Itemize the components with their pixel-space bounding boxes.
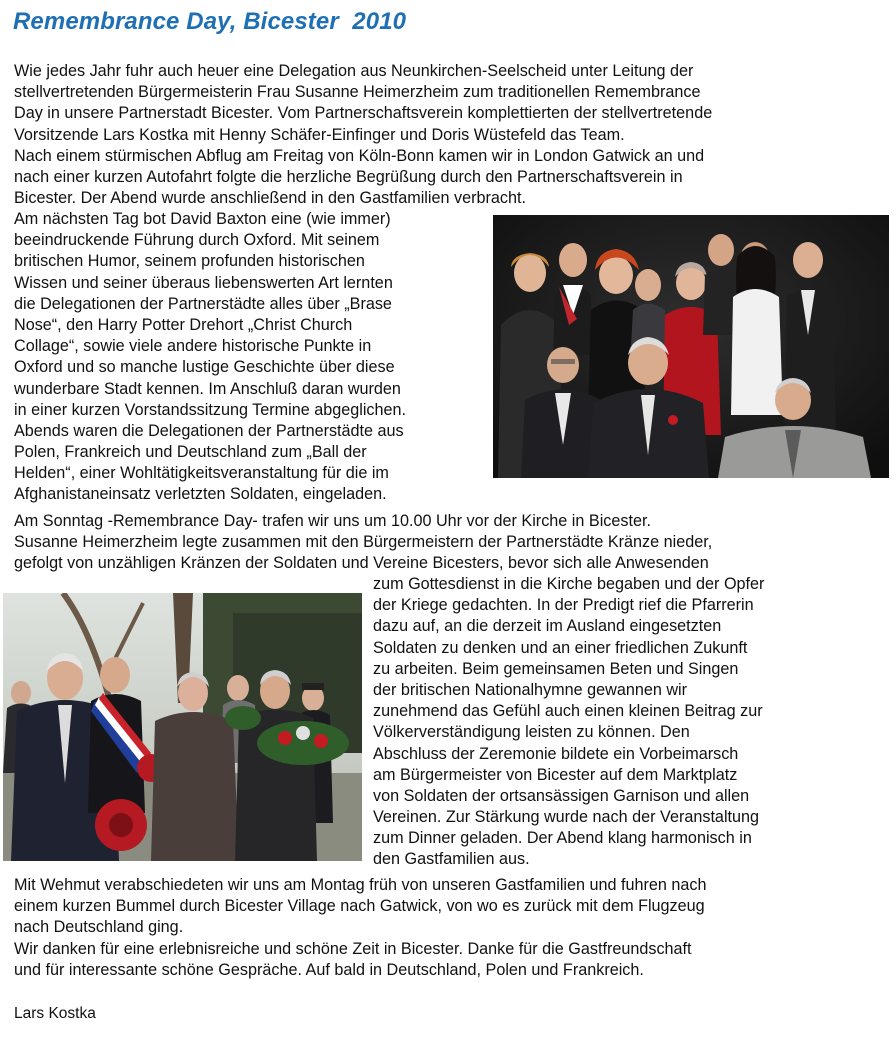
text-line: zu arbeiten. Beim gemeinsamen Beten und Singen <box>373 659 739 678</box>
farewell-paragraph <box>14 875 707 981</box>
text-line: der Kriege gedachten. In der Predigt rief die Pfarrerin <box>373 596 754 615</box>
text-line: zum Dinner geladen. Der Abend klang harmonisch in <box>373 829 752 848</box>
signature: Lars Kostka <box>14 1005 96 1022</box>
service-paragraph <box>373 574 764 871</box>
page-title: Remembrance Day, Bicester 2010 <box>13 8 407 35</box>
text-line: britischen Humor, seinem profunden historischen <box>14 252 365 271</box>
text-line: nach einer kurzen Autofahrt folgte die herzliche Begrüßung durch den Partnerschaftsverein in <box>14 167 683 186</box>
text-line: zunehmend das Gefühl auch einen kleinen Beitrag zur <box>373 702 763 721</box>
text-line: Collage“, sowie viele andere historische Punkte in <box>14 337 372 356</box>
text-line: Day in unsere Partnerstadt Bicester. Vom Partnerschaftsverein komplettierten der stellvertretende <box>14 104 713 123</box>
text-line: Bicester. Der Abend wurde anschließend in den Gastfamilien verbracht. <box>14 189 526 208</box>
text-line: dazu auf, an die derzeit im Ausland eingesetzten <box>373 617 722 636</box>
text-line: beeindruckende Führung durch Oxford. Mit seinem <box>14 231 380 250</box>
text-line: einem kurzen Bummel durch Bicester Village nach Gatwick, von wo es zurück mit dem Flugzeug <box>14 897 705 916</box>
text-line: den Gastfamilien aus. <box>373 850 530 869</box>
text-line: Am Sonntag -Remembrance Day- trafen wir uns um 10.00 Uhr vor der Kirche in Bicester. <box>14 512 651 530</box>
oxford-paragraph <box>14 209 406 506</box>
text-line: Susanne Heimerzheim legte zusammen mit den Bürgermeistern der Partnerstädte Kränze nieder, <box>14 533 713 552</box>
text-line: stellvertretenden Bürgermeisterin Frau Susanne Heimerzheim zum traditionellen Remembrance <box>14 83 701 102</box>
text-line: von Soldaten der ortsansässigen Garnison und allen <box>373 786 750 805</box>
text-line: Wie jedes Jahr fuhr auch heuer eine Delegation aus Neunkirchen-Seelscheid unter Leitung der <box>14 62 694 80</box>
text-line: Nose“, den Harry Potter Drehort „Christ Church <box>14 315 353 334</box>
text-line: Völkerverständigung leisten zu können. Den <box>373 723 690 742</box>
text-line: Mit Wehmut verabschiedeten wir uns am Montag früh von unseren Gastfamilien und fuhren nach <box>14 876 707 894</box>
text-line: zum Gottesdienst in die Kirche begaben und der Opfer <box>373 575 765 593</box>
text-line: Afghanistaneinsatz verletzten Soldaten, eingeladen. <box>14 485 387 504</box>
text-line: Am nächsten Tag bot David Baxton eine (wie immer) <box>14 210 391 228</box>
text-line: Vorsitzende Lars Kostka mit Henny Schäfer-Einfinger und Doris Wüstefeld das Team. <box>14 125 625 144</box>
text-line: Abends waren die Delegationen der Partnerstädte aus <box>14 421 404 440</box>
text-line: Wir danken für eine erlebnisreiche und schöne Zeit in Bicester. Danke für die Gastfreundschaft <box>14 939 692 958</box>
text-line: und für interessante schöne Gespräche. Auf bald in Deutschland, Polen und Frankreich. <box>14 960 644 979</box>
text-line: Helden“, einer Wohltätigkeitsveranstaltung für die im <box>14 464 389 483</box>
text-line: Nach einem stürmischen Abflug am Freitag von Köln-Bonn kamen wir in London Gatwick an und <box>14 146 705 165</box>
text-line: Soldaten zu denken und an einer friedlichen Zukunft <box>373 638 748 657</box>
text-line: der britischen Nationalhymne gewannen wir <box>373 680 688 699</box>
text-line: wunderbare Stadt kennen. Im Anschluß daran wurden <box>14 379 401 398</box>
wreath-ceremony-photo <box>3 593 362 861</box>
text-line: Abschluss der Zeremonie bildete ein Vorbeimarsch <box>373 744 739 763</box>
group-portrait-photo <box>493 215 889 478</box>
sunday-paragraph <box>14 511 712 575</box>
text-line: nach Deutschland ging. <box>14 918 184 937</box>
text-line: in einer kurzen Vorstandssitzung Termine abgeglichen. <box>14 400 407 419</box>
text-line: am Bürgermeister von Bicester auf dem Marktplatz <box>373 765 738 784</box>
text-line: Polen, Frankreich und Deutschland zum „Ball der <box>14 443 367 462</box>
intro-paragraph <box>14 61 712 209</box>
text-line: Oxford und so manche lustige Geschichte über diese <box>14 358 395 377</box>
text-line: Wissen und seiner überaus liebenswerten Art lernten <box>14 273 393 292</box>
text-line: Vereinen. Zur Stärkung wurde nach der Veranstaltung <box>373 808 760 827</box>
text-line: gefolgt von unzähligen Kränzen der Soldaten und Vereine Bicesters, bevor sich alle Anwesenden <box>14 554 709 573</box>
text-line: die Delegationen der Partnerstädte alles über „Brase <box>14 294 392 313</box>
